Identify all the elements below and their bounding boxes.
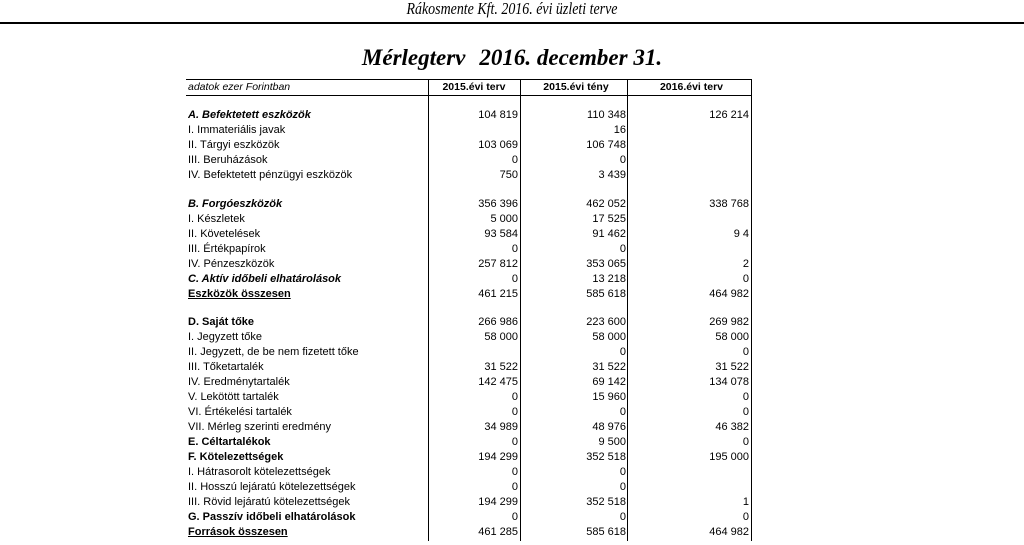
cell-2016-plan: 464 982 — [709, 288, 749, 300]
cell-2016-plan: 46 382 — [715, 421, 749, 433]
cell-2015-actual: 223 600 — [586, 316, 626, 328]
table-row — [186, 345, 752, 360]
cell-2015-actual: 106 748 — [586, 139, 626, 151]
document-title — [0, 46, 1024, 70]
cell-2015-actual: 462 052 — [586, 198, 626, 210]
cell-2015-actual: 352 518 — [586, 451, 626, 463]
cell-2015-plan: 58 000 — [484, 331, 518, 343]
table-row — [186, 375, 752, 390]
row-label: G. Passzív időbeli elhatárolások — [188, 511, 356, 523]
cell-2015-actual: 48 976 — [592, 421, 626, 433]
table-row — [186, 257, 752, 272]
cell-2016-plan — [634, 242, 749, 257]
table-row — [186, 420, 752, 435]
cell-2016-plan: 126 214 — [709, 109, 749, 121]
cell-2015-actual: 0 — [619, 481, 626, 493]
cell-2016-plan: 0 — [742, 436, 749, 448]
row-label: II. Jegyzett, de be nem fizetett tőke — [188, 346, 359, 358]
table-row — [186, 272, 752, 287]
row-label: I. Hátrasorolt kötelezettségek — [188, 466, 331, 478]
cell-2016-plan — [634, 168, 749, 183]
cell-2015-plan: 5 000 — [490, 213, 518, 225]
table-row — [186, 465, 752, 480]
cell-2016-plan: 1 — [742, 496, 749, 508]
cell-2015-plan: 31 522 — [484, 361, 518, 373]
column-rule-2015-actual — [627, 80, 628, 541]
row-label: Források összesen — [188, 526, 288, 538]
cell-2015-plan: 0 — [511, 511, 518, 523]
table-row — [186, 495, 752, 510]
table-row — [186, 138, 752, 153]
cell-2015-plan — [430, 345, 518, 360]
cell-2016-plan: 58 000 — [715, 331, 749, 343]
cell-2015-plan: 93 584 — [484, 228, 518, 240]
table-row — [186, 390, 752, 405]
row-label: V. Lekötött tartalék — [188, 391, 279, 403]
row-label: F. Kötelezettségek — [188, 451, 284, 463]
row-label: D. Saját tőke — [188, 316, 255, 328]
table-row — [186, 108, 752, 123]
balance-sheet-table — [186, 79, 752, 540]
cell-2015-actual: 585 618 — [586, 288, 626, 300]
cell-2015-plan: 104 819 — [478, 109, 518, 121]
cell-2016-plan — [634, 465, 749, 480]
cell-2016-plan: 0 — [742, 273, 749, 285]
table-row — [186, 450, 752, 465]
cell-2015-actual: 0 — [619, 346, 626, 358]
section-spacer — [186, 183, 752, 197]
cell-2015-plan: 194 299 — [478, 496, 518, 508]
cell-2016-plan: 0 — [742, 511, 749, 523]
row-label: E. Céltartalékok — [188, 436, 271, 448]
row-label: IV. Pénzeszközök — [188, 258, 275, 270]
cell-2015-plan: 461 215 — [478, 288, 518, 300]
row-label: III. Tőketartalék — [188, 361, 264, 373]
row-label: III. Beruházások — [188, 154, 268, 166]
cell-2015-plan: 0 — [511, 466, 518, 478]
table-row — [186, 405, 752, 420]
cell-2015-actual: 91 462 — [592, 228, 626, 240]
row-label: B. Forgóeszközök — [188, 198, 283, 210]
table-row — [186, 153, 752, 168]
row-label: I. Immateriális javak — [188, 124, 286, 136]
cell-2015-plan: 0 — [511, 406, 518, 418]
cell-2015-plan: 0 — [511, 243, 518, 255]
cell-2015-actual: 9 500 — [598, 436, 626, 448]
row-label: I. Készletek — [188, 213, 245, 225]
cell-2015-plan: 103 069 — [478, 139, 518, 151]
cell-2015-plan: 0 — [511, 154, 518, 166]
cell-2015-plan: 34 989 — [484, 421, 518, 433]
row-label: III. Rövid lejáratú kötelezettségek — [188, 496, 351, 508]
cell-2015-plan: 0 — [511, 436, 518, 448]
title-date: 2016. december 31. — [479, 45, 663, 70]
row-label: VII. Mérleg szerinti eredmény — [188, 421, 332, 433]
table-row — [186, 212, 752, 227]
report-header: Rákosmente Kft. 2016. évi üzleti terve — [406, 0, 618, 18]
column-header-2015-plan: 2015.évi terv — [442, 81, 506, 93]
table-row — [186, 227, 752, 242]
cell-2015-plan: 142 475 — [478, 376, 518, 388]
table-row — [186, 315, 752, 330]
cell-2016-plan — [634, 212, 749, 227]
cell-2016-plan — [634, 123, 749, 138]
row-label: Eszközök összesen — [188, 288, 291, 300]
cell-2015-plan: 461 285 — [478, 526, 518, 538]
table-row — [186, 435, 752, 450]
cell-2016-plan: 0 — [742, 346, 749, 358]
row-label: II. Követelések — [188, 228, 261, 240]
header-divider — [0, 22, 1024, 24]
cell-2016-plan — [634, 138, 749, 153]
row-label: III. Értékpapírok — [188, 243, 266, 255]
cell-2015-actual: 15 960 — [592, 391, 626, 403]
table-header-row — [186, 80, 752, 95]
cell-2015-actual: 3 439 — [598, 169, 626, 181]
table-row — [186, 510, 752, 525]
cell-2015-actual: 0 — [619, 511, 626, 523]
table-row — [186, 123, 752, 138]
column-rule-label — [428, 80, 429, 541]
cell-2015-actual: 58 000 — [592, 331, 626, 343]
cell-2015-plan: 0 — [511, 391, 518, 403]
row-label: II. Tárgyi eszközök — [188, 139, 280, 151]
title-main: Mérlegterv — [361, 45, 466, 70]
cell-2015-actual: 585 618 — [586, 526, 626, 538]
row-label: I. Jegyzett tőke — [188, 331, 262, 343]
table-row — [186, 287, 752, 302]
section-spacer — [186, 302, 752, 315]
cell-2015-actual: 353 065 — [586, 258, 626, 270]
cell-2015-plan: 194 299 — [478, 451, 518, 463]
cell-2015-actual: 69 142 — [592, 376, 626, 388]
cell-2016-plan — [634, 480, 749, 495]
table-row — [186, 360, 752, 375]
cell-2016-plan: 338 768 — [709, 198, 749, 210]
column-rule-2016-plan — [751, 80, 752, 541]
cell-2015-plan: 356 396 — [478, 198, 518, 210]
cell-2015-plan: 266 986 — [478, 316, 518, 328]
cell-2015-actual: 110 348 — [587, 109, 626, 121]
row-label: IV. Eredménytartalék — [188, 376, 290, 388]
row-label: VI. Értékelési tartalék — [188, 406, 292, 418]
table-row — [186, 480, 752, 495]
cell-2016-plan: 134 078 — [709, 376, 749, 388]
cell-2015-actual: 0 — [619, 154, 626, 166]
cell-2016-plan: 195 000 — [709, 451, 749, 463]
cell-2015-plan: 0 — [511, 273, 518, 285]
cell-2016-plan: 269 982 — [709, 316, 749, 328]
table-row — [186, 242, 752, 257]
cell-2015-plan: 257 812 — [478, 258, 518, 270]
section-spacer — [186, 95, 752, 108]
cell-2015-plan: 0 — [511, 481, 518, 493]
cell-2016-plan: 0 — [742, 391, 749, 403]
cell-2015-actual: 16 — [613, 124, 626, 136]
row-label: A. Befektetett eszközök — [188, 109, 311, 121]
cell-2016-plan: 0 — [742, 406, 749, 418]
cell-2016-plan: 31 522 — [715, 361, 749, 373]
column-header-2016-plan: 2016.évi terv — [659, 81, 724, 93]
cell-2015-actual: 13 218 — [592, 273, 626, 285]
row-label: IV. Befektetett pénzügyi eszközök — [188, 169, 353, 181]
cell-2015-actual: 17 525 — [592, 213, 626, 225]
column-header-2015-actual: 2015.évi tény — [543, 81, 609, 93]
cell-2015-actual: 0 — [619, 406, 626, 418]
table-row — [186, 168, 752, 183]
row-label: C. Aktív időbeli elhatárolások — [188, 273, 342, 285]
header-underline — [186, 95, 752, 96]
cell-2015-plan — [430, 123, 518, 138]
table-row — [186, 525, 752, 540]
cell-2015-actual: 31 522 — [592, 361, 626, 373]
cell-2016-plan: 2 — [742, 258, 749, 270]
table-row — [186, 197, 752, 212]
column-rule-2015-plan — [520, 80, 521, 541]
row-label: II. Hosszú lejáratú kötelezettségek — [188, 481, 356, 493]
cell-2015-actual: 0 — [619, 466, 626, 478]
column-header-unit: adatok ezer Forintban — [188, 81, 291, 93]
table-row — [186, 330, 752, 345]
cell-2015-actual: 352 518 — [586, 496, 626, 508]
cell-2015-actual: 0 — [619, 243, 626, 255]
cell-2016-plan: 9 4 — [733, 228, 749, 240]
cell-2015-plan: 750 — [499, 169, 518, 181]
cell-2016-plan: 464 982 — [709, 526, 749, 538]
cell-2016-plan — [634, 153, 749, 168]
